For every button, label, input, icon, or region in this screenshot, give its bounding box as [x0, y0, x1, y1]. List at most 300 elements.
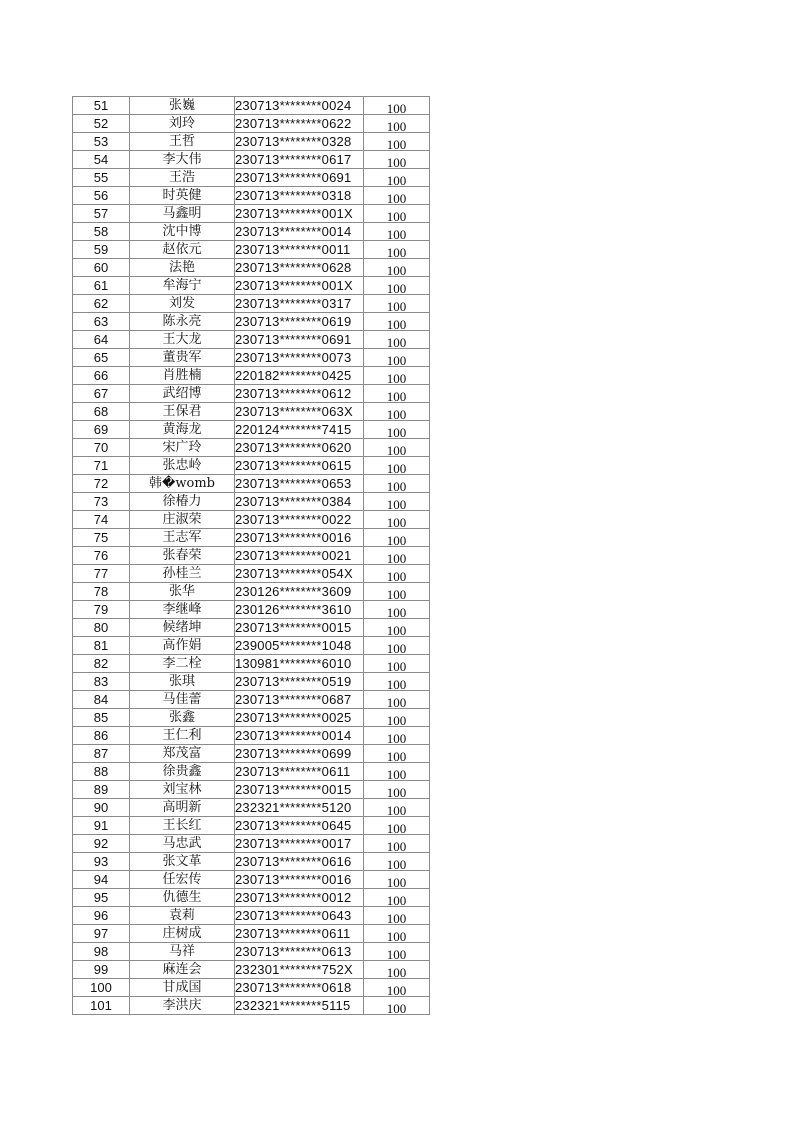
person-name-cell: 张鑫	[130, 709, 235, 727]
id-number-cell: 230713********0012	[235, 889, 364, 907]
person-name-cell: 宋广玲	[130, 439, 235, 457]
amount-cell	[364, 349, 430, 367]
amount-cell	[364, 637, 430, 655]
table-row	[73, 511, 430, 529]
table-row	[73, 943, 430, 961]
person-name-cell: 徐椿力	[130, 493, 235, 511]
row-number-cell: 93	[73, 853, 130, 871]
amount-value: 100	[386, 317, 407, 331]
table-row	[73, 601, 430, 619]
table-row	[73, 871, 430, 889]
amount-cell	[364, 205, 430, 223]
person-name-cell: 孙桂兰	[130, 565, 235, 583]
table-row	[73, 925, 430, 943]
row-number-cell: 61	[73, 277, 130, 295]
id-number-cell: 230713********0021	[235, 547, 364, 565]
amount-cell	[364, 745, 430, 763]
person-name-cell: 庄树成	[130, 925, 235, 943]
id-number-cell: 230713********0620	[235, 439, 364, 457]
table-row	[73, 115, 430, 133]
person-name-cell: 马佳蕾	[130, 691, 235, 709]
amount-cell	[364, 241, 430, 259]
table-row	[73, 169, 430, 187]
amount-cell	[364, 817, 430, 835]
amount-value: 100	[386, 749, 407, 763]
person-name-cell: 肖胜楠	[130, 367, 235, 385]
person-name-cell: 武绍博	[130, 385, 235, 403]
row-number-cell: 82	[73, 655, 130, 673]
amount-value: 100	[386, 461, 407, 475]
table-row	[73, 313, 430, 331]
row-number-cell: 94	[73, 871, 130, 889]
amount-cell	[364, 511, 430, 529]
person-name-cell: 张春荣	[130, 547, 235, 565]
person-name-cell: 时英健	[130, 187, 235, 205]
table-row	[73, 457, 430, 475]
id-number-cell: 230713********0611	[235, 925, 364, 943]
amount-cell	[364, 385, 430, 403]
amount-value: 100	[386, 587, 407, 601]
table-row	[73, 223, 430, 241]
id-number-cell: 230713********0014	[235, 223, 364, 241]
id-number-cell: 239005********1048	[235, 637, 364, 655]
table-row	[73, 241, 430, 259]
amount-value: 100	[386, 731, 407, 745]
id-number-cell: 230713********0611	[235, 763, 364, 781]
id-number-cell: 230713********0628	[235, 259, 364, 277]
amount-cell	[364, 295, 430, 313]
amount-cell	[364, 655, 430, 673]
row-number-cell: 92	[73, 835, 130, 853]
id-number-cell: 230713********0384	[235, 493, 364, 511]
amount-value: 100	[386, 911, 407, 925]
amount-cell	[364, 277, 430, 295]
table-row	[73, 349, 430, 367]
row-number-cell: 96	[73, 907, 130, 925]
id-number-cell: 130981********6010	[235, 655, 364, 673]
row-number-cell: 72	[73, 475, 130, 493]
amount-value: 100	[386, 947, 407, 961]
amount-cell	[364, 259, 430, 277]
amount-value: 100	[386, 623, 407, 637]
id-number-cell: 230713********0616	[235, 853, 364, 871]
table-row	[73, 277, 430, 295]
table-row	[73, 385, 430, 403]
amount-cell	[364, 853, 430, 871]
amount-value: 100	[386, 983, 407, 997]
id-number-cell: 232321********5115	[235, 997, 364, 1015]
table-row	[73, 709, 430, 727]
id-number-cell: 230713********0653	[235, 475, 364, 493]
id-number-cell: 220124********7415	[235, 421, 364, 439]
amount-value: 100	[386, 173, 407, 187]
table-row	[73, 979, 430, 997]
amount-cell	[364, 493, 430, 511]
amount-cell	[364, 691, 430, 709]
id-number-cell: 230713********0022	[235, 511, 364, 529]
table-row	[73, 961, 430, 979]
id-number-cell: 230713********0618	[235, 979, 364, 997]
amount-cell	[364, 133, 430, 151]
table-row	[73, 997, 430, 1015]
person-name-cell: 甘成国	[130, 979, 235, 997]
table-row	[73, 619, 430, 637]
person-name-cell: 王志军	[130, 529, 235, 547]
id-number-cell: 230713********0014	[235, 727, 364, 745]
row-number-cell: 66	[73, 367, 130, 385]
table-row	[73, 259, 430, 277]
person-name-cell: 马鑫明	[130, 205, 235, 223]
person-name-cell: 赵依元	[130, 241, 235, 259]
id-number-cell: 230713********0073	[235, 349, 364, 367]
amount-cell	[364, 529, 430, 547]
id-number-cell: 220182********0425	[235, 367, 364, 385]
amount-value: 100	[386, 155, 407, 169]
amount-value: 100	[386, 785, 407, 799]
row-number-cell: 81	[73, 637, 130, 655]
id-number-cell: 230713********0318	[235, 187, 364, 205]
table-row	[73, 691, 430, 709]
table-row	[73, 133, 430, 151]
table-row	[73, 367, 430, 385]
person-name-cell: 候绪坤	[130, 619, 235, 637]
amount-cell	[364, 997, 430, 1015]
id-number-cell: 230713********0015	[235, 781, 364, 799]
person-name-cell: 张忠岭	[130, 457, 235, 475]
row-number-cell: 76	[73, 547, 130, 565]
roster-table-body	[73, 97, 430, 1015]
amount-cell	[364, 313, 430, 331]
id-number-cell: 230126********3610	[235, 601, 364, 619]
row-number-cell: 73	[73, 493, 130, 511]
amount-value: 100	[386, 965, 407, 979]
row-number-cell: 80	[73, 619, 130, 637]
amount-value: 100	[386, 281, 407, 295]
amount-value: 100	[386, 119, 407, 133]
row-number-cell: 60	[73, 259, 130, 277]
amount-cell	[364, 871, 430, 889]
row-number-cell: 65	[73, 349, 130, 367]
amount-value: 100	[386, 407, 407, 421]
row-number-cell: 86	[73, 727, 130, 745]
amount-value: 100	[386, 389, 407, 403]
table-row	[73, 547, 430, 565]
person-name-cell: 李大伟	[130, 151, 235, 169]
amount-value: 100	[386, 677, 407, 691]
amount-cell	[364, 421, 430, 439]
row-number-cell: 98	[73, 943, 130, 961]
person-name-cell: 王浩	[130, 169, 235, 187]
id-number-cell: 230713********0699	[235, 745, 364, 763]
table-row	[73, 403, 430, 421]
table-row	[73, 655, 430, 673]
amount-cell	[364, 889, 430, 907]
table-row	[73, 673, 430, 691]
amount-value: 100	[386, 353, 407, 367]
row-number-cell: 69	[73, 421, 130, 439]
amount-cell	[364, 97, 430, 115]
row-number-cell: 70	[73, 439, 130, 457]
person-name-cell: 牟海宁	[130, 277, 235, 295]
row-number-cell: 58	[73, 223, 130, 241]
table-row	[73, 565, 430, 583]
table-row	[73, 583, 430, 601]
amount-value: 100	[386, 929, 407, 943]
id-number-cell: 230713********054X	[235, 565, 364, 583]
row-number-cell: 88	[73, 763, 130, 781]
person-name-cell: 刘宝林	[130, 781, 235, 799]
id-number-cell: 230713********0015	[235, 619, 364, 637]
id-number-cell: 230713********063X	[235, 403, 364, 421]
amount-value: 100	[386, 659, 407, 673]
amount-value: 100	[386, 767, 407, 781]
person-name-cell: 李继峰	[130, 601, 235, 619]
row-number-cell: 83	[73, 673, 130, 691]
person-name-cell: 任宏传	[130, 871, 235, 889]
amount-value: 100	[386, 425, 407, 439]
table-row	[73, 187, 430, 205]
row-number-cell: 79	[73, 601, 130, 619]
person-name-cell: 庄淑荣	[130, 511, 235, 529]
amount-cell	[364, 547, 430, 565]
amount-cell	[364, 943, 430, 961]
table-row	[73, 205, 430, 223]
row-number-cell: 75	[73, 529, 130, 547]
person-name-cell: 沈中博	[130, 223, 235, 241]
amount-cell	[364, 763, 430, 781]
roster-table	[72, 96, 430, 1015]
id-number-cell: 230713********0617	[235, 151, 364, 169]
person-name-cell: 马祥	[130, 943, 235, 961]
amount-value: 100	[386, 839, 407, 853]
person-name-cell: 韩�womb	[130, 475, 235, 493]
amount-value: 100	[386, 551, 407, 565]
amount-cell	[364, 781, 430, 799]
amount-value: 100	[386, 335, 407, 349]
row-number-cell: 97	[73, 925, 130, 943]
row-number-cell: 77	[73, 565, 130, 583]
table-row	[73, 637, 430, 655]
row-number-cell: 59	[73, 241, 130, 259]
amount-cell	[364, 457, 430, 475]
amount-cell	[364, 475, 430, 493]
person-name-cell: 高作娟	[130, 637, 235, 655]
amount-value: 100	[386, 695, 407, 709]
table-row	[73, 889, 430, 907]
id-number-cell: 230713********0619	[235, 313, 364, 331]
id-number-cell: 230713********0687	[235, 691, 364, 709]
person-name-cell: 张琪	[130, 673, 235, 691]
table-row	[73, 295, 430, 313]
id-number-cell: 230713********0615	[235, 457, 364, 475]
row-number-cell: 62	[73, 295, 130, 313]
person-name-cell: 刘玲	[130, 115, 235, 133]
table-row	[73, 493, 430, 511]
amount-cell	[364, 925, 430, 943]
person-name-cell: 郑茂富	[130, 745, 235, 763]
table-row	[73, 799, 430, 817]
amount-value: 100	[386, 713, 407, 727]
table-row	[73, 763, 430, 781]
amount-cell	[364, 709, 430, 727]
id-number-cell: 230713********0643	[235, 907, 364, 925]
row-number-cell: 90	[73, 799, 130, 817]
amount-cell	[364, 565, 430, 583]
amount-value: 100	[386, 875, 407, 889]
table-row	[73, 835, 430, 853]
person-name-cell: 王大龙	[130, 331, 235, 349]
row-number-cell: 78	[73, 583, 130, 601]
amount-cell	[364, 979, 430, 997]
amount-cell	[364, 403, 430, 421]
amount-value: 100	[386, 605, 407, 619]
amount-value: 100	[386, 515, 407, 529]
table-row	[73, 151, 430, 169]
person-name-cell: 法艳	[130, 259, 235, 277]
amount-value: 100	[386, 263, 407, 277]
amount-value: 100	[386, 443, 407, 457]
amount-value: 100	[386, 569, 407, 583]
id-number-cell: 230713********001X	[235, 277, 364, 295]
person-name-cell: 王仁利	[130, 727, 235, 745]
person-name-cell: 袁莉	[130, 907, 235, 925]
amount-cell	[364, 115, 430, 133]
row-number-cell: 67	[73, 385, 130, 403]
amount-cell	[364, 583, 430, 601]
row-number-cell: 101	[73, 997, 130, 1015]
amount-value: 100	[386, 641, 407, 655]
amount-value: 100	[386, 137, 407, 151]
id-number-cell: 230713********0519	[235, 673, 364, 691]
row-number-cell: 55	[73, 169, 130, 187]
person-name-cell: 徐贵鑫	[130, 763, 235, 781]
amount-value: 100	[386, 821, 407, 835]
table-row	[73, 745, 430, 763]
table-row	[73, 781, 430, 799]
id-number-cell: 230713********0612	[235, 385, 364, 403]
id-number-cell: 230713********0622	[235, 115, 364, 133]
amount-value: 100	[386, 299, 407, 313]
person-name-cell: 陈永亮	[130, 313, 235, 331]
amount-cell	[364, 907, 430, 925]
id-number-cell: 230713********0024	[235, 97, 364, 115]
person-name-cell: 张华	[130, 583, 235, 601]
row-number-cell: 85	[73, 709, 130, 727]
amount-value: 100	[386, 191, 407, 205]
id-number-cell: 232301********752X	[235, 961, 364, 979]
amount-cell	[364, 727, 430, 745]
amount-value: 100	[386, 245, 407, 259]
amount-cell	[364, 439, 430, 457]
person-name-cell: 黄海龙	[130, 421, 235, 439]
table-row	[73, 853, 430, 871]
amount-value: 100	[386, 209, 407, 223]
person-name-cell: 马忠武	[130, 835, 235, 853]
amount-value: 100	[386, 803, 407, 817]
table-row	[73, 97, 430, 115]
person-name-cell: 王长红	[130, 817, 235, 835]
row-number-cell: 64	[73, 331, 130, 349]
row-number-cell: 87	[73, 745, 130, 763]
row-number-cell: 57	[73, 205, 130, 223]
amount-value: 100	[386, 101, 407, 115]
id-number-cell: 230713********0645	[235, 817, 364, 835]
table-row	[73, 421, 430, 439]
row-number-cell: 84	[73, 691, 130, 709]
person-name-cell: 王哲	[130, 133, 235, 151]
amount-cell	[364, 223, 430, 241]
amount-value: 100	[386, 497, 407, 511]
table-row	[73, 439, 430, 457]
table-row	[73, 907, 430, 925]
amount-value: 100	[386, 857, 407, 871]
row-number-cell: 63	[73, 313, 130, 331]
amount-cell	[364, 619, 430, 637]
person-name-cell: 刘发	[130, 295, 235, 313]
id-number-cell: 230713********0691	[235, 169, 364, 187]
person-name-cell: 李洪庆	[130, 997, 235, 1015]
table-row	[73, 331, 430, 349]
amount-value: 100	[386, 1001, 407, 1015]
id-number-cell: 230713********0025	[235, 709, 364, 727]
amount-value: 100	[386, 893, 407, 907]
amount-cell	[364, 187, 430, 205]
amount-cell	[364, 673, 430, 691]
person-name-cell: 张文革	[130, 853, 235, 871]
amount-cell	[364, 799, 430, 817]
row-number-cell: 54	[73, 151, 130, 169]
amount-cell	[364, 961, 430, 979]
person-name-cell: 李二栓	[130, 655, 235, 673]
amount-value: 100	[386, 371, 407, 385]
row-number-cell: 52	[73, 115, 130, 133]
id-number-cell: 230126********3609	[235, 583, 364, 601]
id-number-cell: 230713********0017	[235, 835, 364, 853]
person-name-cell: 王保君	[130, 403, 235, 421]
amount-value: 100	[386, 227, 407, 241]
person-name-cell: 董贵军	[130, 349, 235, 367]
row-number-cell: 89	[73, 781, 130, 799]
person-name-cell: 仇德生	[130, 889, 235, 907]
amount-value: 100	[386, 533, 407, 547]
amount-cell	[364, 835, 430, 853]
row-number-cell: 91	[73, 817, 130, 835]
table-row	[73, 475, 430, 493]
id-number-cell: 230713********0317	[235, 295, 364, 313]
row-number-cell: 74	[73, 511, 130, 529]
table-row	[73, 727, 430, 745]
id-number-cell: 230713********0691	[235, 331, 364, 349]
row-number-cell: 95	[73, 889, 130, 907]
table-row	[73, 529, 430, 547]
id-number-cell: 230713********0011	[235, 241, 364, 259]
person-name-cell: 张巍	[130, 97, 235, 115]
table-row	[73, 817, 430, 835]
amount-cell	[364, 331, 430, 349]
id-number-cell: 230713********0328	[235, 133, 364, 151]
amount-cell	[364, 169, 430, 187]
row-number-cell: 53	[73, 133, 130, 151]
row-number-cell: 56	[73, 187, 130, 205]
row-number-cell: 51	[73, 97, 130, 115]
amount-cell	[364, 601, 430, 619]
id-number-cell: 230713********0016	[235, 529, 364, 547]
row-number-cell: 100	[73, 979, 130, 997]
id-number-cell: 230713********0016	[235, 871, 364, 889]
row-number-cell: 71	[73, 457, 130, 475]
amount-value: 100	[386, 479, 407, 493]
id-number-cell: 230713********0613	[235, 943, 364, 961]
